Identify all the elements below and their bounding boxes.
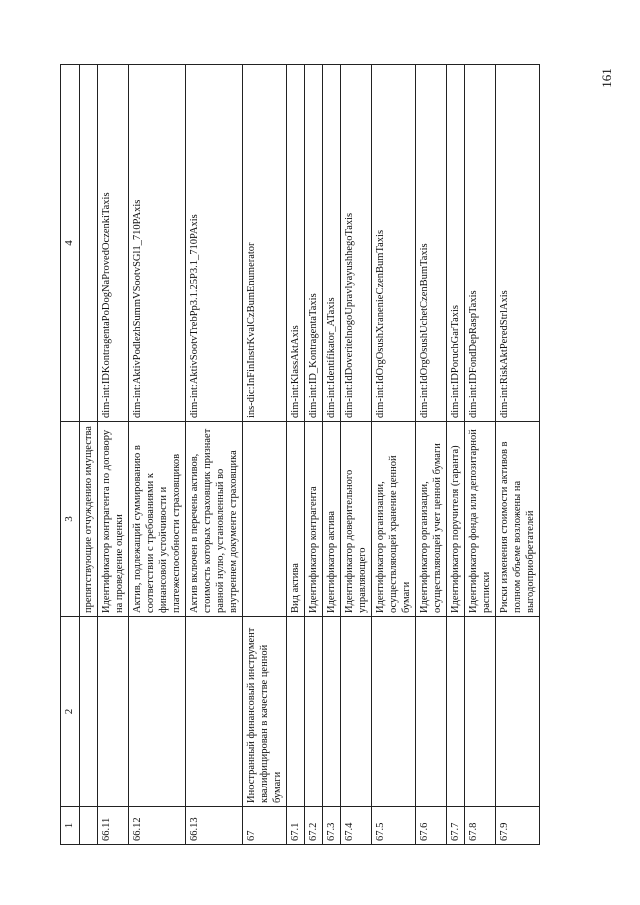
cell-num: 67 bbox=[243, 807, 287, 845]
cell-name bbox=[372, 617, 416, 807]
column-header: 3 bbox=[61, 422, 80, 617]
cell-name bbox=[129, 617, 186, 807]
cell-desc: Идентификатор контрагента по договору на проведение оценки bbox=[98, 422, 129, 617]
cell-axis: dim-int:IdDoveritelnogoUpravlyayushhegoTaxis bbox=[341, 65, 372, 422]
cell-desc: Идентификатор поручителя (гаранта) bbox=[447, 422, 465, 617]
cell-name bbox=[186, 617, 243, 807]
cell-num: 67.1 bbox=[287, 807, 305, 845]
cell-name bbox=[341, 617, 372, 807]
cell-axis: dim-int:IdOrgOsushUchetCzenBumTaxis bbox=[416, 65, 447, 422]
table-row bbox=[305, 65, 323, 845]
table-row bbox=[372, 65, 416, 845]
cell-desc: Идентификатор фонда или депозитарной расписки bbox=[465, 422, 496, 617]
table-row bbox=[496, 65, 540, 845]
cell-name bbox=[416, 617, 447, 807]
table-row bbox=[465, 65, 496, 845]
cell-desc: Вид актива bbox=[287, 422, 305, 617]
cell-num: 67.2 bbox=[305, 807, 323, 845]
cell-desc: Идентификатор организации, осуществляющей учет ценной бумаги bbox=[416, 422, 447, 617]
cell-num: 67.8 bbox=[465, 807, 496, 845]
cell-num: 67.3 bbox=[323, 807, 341, 845]
data-table bbox=[60, 64, 540, 845]
cell-axis: dim-int:AktivPodlezhSummVSootvSGl1_710PAxis bbox=[129, 65, 186, 422]
column-header: 2 bbox=[61, 617, 80, 807]
cell-desc: Идентификатор актива bbox=[323, 422, 341, 617]
cell-axis: dim-int:Identifikator_ATaxis bbox=[323, 65, 341, 422]
cell-num: 66.11 bbox=[98, 807, 129, 845]
cell-axis: dim-int:ID_KontragentaTaxis bbox=[305, 65, 323, 422]
cell-axis: ins-dic:InFinInstrKvalCzBumEnumerator bbox=[243, 65, 287, 422]
cell-desc bbox=[243, 422, 287, 617]
column-header: 1 bbox=[61, 807, 80, 845]
cell-name bbox=[305, 617, 323, 807]
table-row bbox=[447, 65, 465, 845]
cell-name bbox=[465, 617, 496, 807]
table-row bbox=[341, 65, 372, 845]
table-row bbox=[323, 65, 341, 845]
table-row bbox=[80, 65, 98, 845]
cell-name bbox=[496, 617, 540, 807]
cell-num: 67.7 bbox=[447, 807, 465, 845]
cell-name bbox=[80, 617, 98, 807]
cell-num: 67.9 bbox=[496, 807, 540, 845]
cell-axis: dim-int:KlassAktAxis bbox=[287, 65, 305, 422]
table-row bbox=[98, 65, 129, 845]
table-body bbox=[61, 65, 540, 845]
cell-num: 66.13 bbox=[186, 807, 243, 845]
cell-desc: Риски изменения стоимости активов в полном объеме возложены на выгодоприобретателей bbox=[496, 422, 540, 617]
cell-name bbox=[98, 617, 129, 807]
rotated-table-area bbox=[60, 65, 605, 845]
table-row bbox=[416, 65, 447, 845]
table-row bbox=[287, 65, 305, 845]
cell-num: 67.4 bbox=[341, 807, 372, 845]
table-row bbox=[243, 65, 287, 845]
cell-axis bbox=[80, 65, 98, 422]
header-row bbox=[61, 65, 80, 845]
cell-desc: Актив, подлежащий суммированию в соответствии с требованиями к финансовой устойчивости и платежеспособности страховщиков bbox=[129, 422, 186, 617]
table-row bbox=[129, 65, 186, 845]
cell-desc: Идентификатор контрагента bbox=[305, 422, 323, 617]
cell-name bbox=[323, 617, 341, 807]
cell-name bbox=[447, 617, 465, 807]
cell-num: 66.12 bbox=[129, 807, 186, 845]
cell-name bbox=[287, 617, 305, 807]
page-number: 161 bbox=[598, 68, 614, 88]
cell-axis: dim-int:AktivSootvTrebPp3.1.25P3.1_710PAxis bbox=[186, 65, 243, 422]
table-row bbox=[186, 65, 243, 845]
cell-axis: dim-int:IDPoruchGarTaxis bbox=[447, 65, 465, 422]
cell-axis: dim-int:IDKontragentaPoDogNaProvedOczenkiTaxis bbox=[98, 65, 129, 422]
cell-desc: Идентификатор доверительного управляющего bbox=[341, 422, 372, 617]
cell-axis: dim-int:IDFondDepRaspTaxis bbox=[465, 65, 496, 422]
cell-axis: dim-int:IdOrgOsushXranenieCzenBumTaxis bbox=[372, 65, 416, 422]
column-header: 4 bbox=[61, 65, 80, 422]
cell-name: Иностранный финансовый инструмент квалифицирован в качестве ценной бумаги bbox=[243, 617, 287, 807]
cell-axis: dim-int:RiskAktPeredStrlAxis bbox=[496, 65, 540, 422]
cell-num: 67.6 bbox=[416, 807, 447, 845]
cell-desc: препятствующие отчуждению имущества bbox=[80, 422, 98, 617]
cell-num: 67.5 bbox=[372, 807, 416, 845]
cell-desc: Идентификатор организации, осуществляющей хранение ценной бумаги bbox=[372, 422, 416, 617]
cell-num bbox=[80, 807, 98, 845]
cell-desc: Актив включен в перечень активов, стоимость которых страховщик признает равной нулю, установленный во внутреннем документе страховщика bbox=[186, 422, 243, 617]
